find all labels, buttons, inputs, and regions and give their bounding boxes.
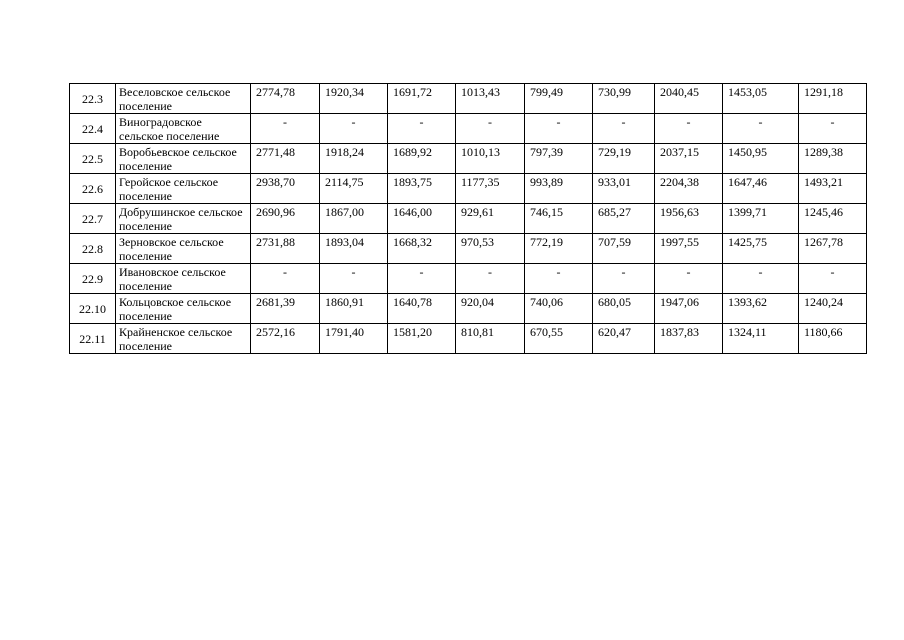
value-cell: 1010,13 <box>456 144 525 174</box>
value-cell: 2681,39 <box>251 294 320 324</box>
value-cell: 1867,00 <box>320 204 388 234</box>
value-cell: 1956,63 <box>655 204 723 234</box>
value-cell: 1791,40 <box>320 324 388 354</box>
value-cell: - <box>525 114 593 144</box>
table-row <box>70 204 867 234</box>
table-row <box>70 114 867 144</box>
settlement-name: Геройское сельское поселение <box>116 174 251 204</box>
value-cell: - <box>388 114 456 144</box>
value-cell: - <box>388 264 456 294</box>
value-cell: 2771,48 <box>251 144 320 174</box>
value-cell: 1640,78 <box>388 294 456 324</box>
value-cell: 799,49 <box>525 84 593 114</box>
settlement-name: Добрушинское сельское поселение <box>116 204 251 234</box>
value-cell: 2938,70 <box>251 174 320 204</box>
value-cell: 620,47 <box>593 324 655 354</box>
value-cell: 1691,72 <box>388 84 456 114</box>
value-cell: - <box>799 114 867 144</box>
value-cell: 920,04 <box>456 294 525 324</box>
value-cell: 993,89 <box>525 174 593 204</box>
value-cell: - <box>456 264 525 294</box>
settlement-name: Виноградовское сельское поселение <box>116 114 251 144</box>
settlement-name: Кольцовское сельское поселение <box>116 294 251 324</box>
value-cell: 2037,15 <box>655 144 723 174</box>
value-cell: 2204,38 <box>655 174 723 204</box>
value-cell: - <box>655 114 723 144</box>
row-number: 22.7 <box>70 204 116 234</box>
value-cell: 1399,71 <box>723 204 799 234</box>
table-row <box>70 294 867 324</box>
value-cell: 797,39 <box>525 144 593 174</box>
value-cell: 1177,35 <box>456 174 525 204</box>
value-cell: 810,81 <box>456 324 525 354</box>
row-number: 22.9 <box>70 264 116 294</box>
value-cell: 2572,16 <box>251 324 320 354</box>
table-row <box>70 84 867 114</box>
settlement-name: Крайненское сельское поселение <box>116 324 251 354</box>
value-cell: 1647,46 <box>723 174 799 204</box>
row-number: 22.11 <box>70 324 116 354</box>
value-cell: 1267,78 <box>799 234 867 264</box>
value-cell: 685,27 <box>593 204 655 234</box>
row-number: 22.10 <box>70 294 116 324</box>
value-cell: - <box>320 114 388 144</box>
value-cell: - <box>525 264 593 294</box>
tariff-table <box>69 83 867 354</box>
row-number: 22.4 <box>70 114 116 144</box>
value-cell: 1947,06 <box>655 294 723 324</box>
value-cell: 1668,32 <box>388 234 456 264</box>
settlement-name: Зерновское сельское поселение <box>116 234 251 264</box>
value-cell: 1013,43 <box>456 84 525 114</box>
value-cell: - <box>593 264 655 294</box>
value-cell: 1646,00 <box>388 204 456 234</box>
value-cell: 746,15 <box>525 204 593 234</box>
table-row <box>70 324 867 354</box>
table-row <box>70 144 867 174</box>
value-cell: 729,19 <box>593 144 655 174</box>
value-cell: 1918,24 <box>320 144 388 174</box>
value-cell: - <box>723 114 799 144</box>
value-cell: 1997,55 <box>655 234 723 264</box>
table-row <box>70 264 867 294</box>
value-cell: 730,99 <box>593 84 655 114</box>
value-cell: 1240,24 <box>799 294 867 324</box>
table-row <box>70 174 867 204</box>
value-cell: 929,61 <box>456 204 525 234</box>
settlement-name: Веселовское сельское поселение <box>116 84 251 114</box>
value-cell: 2114,75 <box>320 174 388 204</box>
value-cell: 2731,88 <box>251 234 320 264</box>
value-cell: 2690,96 <box>251 204 320 234</box>
value-cell: 2774,78 <box>251 84 320 114</box>
value-cell: - <box>723 264 799 294</box>
table-row <box>70 234 867 264</box>
value-cell: 1393,62 <box>723 294 799 324</box>
value-cell: 1289,38 <box>799 144 867 174</box>
value-cell: 1689,92 <box>388 144 456 174</box>
value-cell: 1453,05 <box>723 84 799 114</box>
value-cell: - <box>251 264 320 294</box>
row-number: 22.6 <box>70 174 116 204</box>
value-cell: 2040,45 <box>655 84 723 114</box>
value-cell: - <box>320 264 388 294</box>
value-cell: 1893,75 <box>388 174 456 204</box>
value-cell: - <box>799 264 867 294</box>
value-cell: 1493,21 <box>799 174 867 204</box>
value-cell: 1893,04 <box>320 234 388 264</box>
value-cell: 680,05 <box>593 294 655 324</box>
value-cell: 1860,91 <box>320 294 388 324</box>
value-cell: 1450,95 <box>723 144 799 174</box>
value-cell: 740,06 <box>525 294 593 324</box>
value-cell: - <box>456 114 525 144</box>
value-cell: 1425,75 <box>723 234 799 264</box>
value-cell: 1837,83 <box>655 324 723 354</box>
row-number: 22.3 <box>70 84 116 114</box>
value-cell: 707,59 <box>593 234 655 264</box>
value-cell: 1920,34 <box>320 84 388 114</box>
settlement-name: Воробьевское сельское поселение <box>116 144 251 174</box>
settlement-name: Ивановское сельское поселение <box>116 264 251 294</box>
value-cell: 1291,18 <box>799 84 867 114</box>
row-number: 22.5 <box>70 144 116 174</box>
value-cell: 1245,46 <box>799 204 867 234</box>
table-body <box>70 84 867 354</box>
value-cell: 772,19 <box>525 234 593 264</box>
value-cell: - <box>593 114 655 144</box>
row-number: 22.8 <box>70 234 116 264</box>
value-cell: 970,53 <box>456 234 525 264</box>
value-cell: 933,01 <box>593 174 655 204</box>
value-cell: 1324,11 <box>723 324 799 354</box>
value-cell: 1180,66 <box>799 324 867 354</box>
value-cell: 1581,20 <box>388 324 456 354</box>
value-cell: 670,55 <box>525 324 593 354</box>
value-cell: - <box>251 114 320 144</box>
value-cell: - <box>655 264 723 294</box>
